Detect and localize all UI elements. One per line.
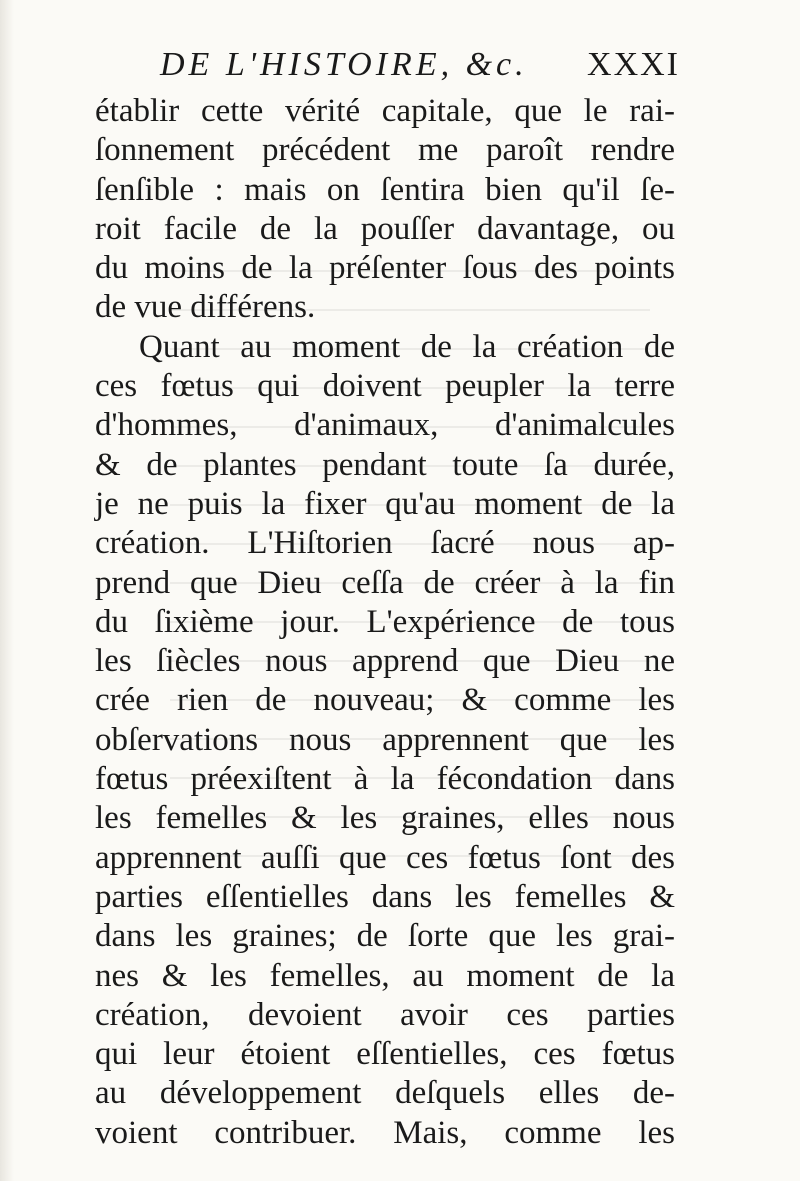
text-line: nes & les femelles, au moment de la [95,957,675,994]
text-line: ces fœtus qui doivent peupler la terre [95,368,675,405]
text-line: du ſixième jour. L'expérience de tous [95,603,675,640]
page-edge [0,0,14,1181]
text-line: création. L'Hiſtorien ſacré nous ap- [95,525,675,562]
body-text [95,92,675,1153]
page-number: XXXI [587,46,680,83]
text-line: & de plantes pendant toute ſa durée, [95,446,675,483]
text-line: de vue différens. [95,289,316,326]
text-line: les ſiècles nous apprend que Dieu ne [95,643,675,680]
text-line: établir cette vérité capitale, que le rai- [95,93,675,129]
text-line: qui leur étoient eſſentielles, ces fœtus [95,1036,675,1073]
text-line: Quant au moment de la création de [139,328,675,365]
text-line: parties eſſentielles dans les femelles & [95,878,675,915]
text-line: fœtus préexiſtent à la fécondation dans [95,761,675,798]
text-line: ſenſible : mais on ſentira bien qu'il ſe- [95,171,675,208]
text-line: au développement deſquels elles de- [95,1075,675,1112]
text-line: je ne puis la fixer qu'au moment de la [95,485,675,522]
text-line: ſonnement précédent me paroît rendre [95,132,675,169]
text-line: dans les graines; de ſorte que les grai- [95,918,675,955]
text-line: obſervations nous apprennent que les [95,721,675,758]
text-line: d'hommes, d'animaux, d'animalcules [95,407,675,444]
text-line: création, devoient avoir ces parties [95,996,675,1033]
text-line: crée rien de nouveau; & comme les [95,682,675,719]
running-head [160,40,680,90]
text-line: roit facile de la pouſſer davantage, ou [95,210,675,247]
text-line: voient contribuer. Mais, comme les [95,1114,675,1151]
text-line: prend que Dieu ceſſa de créer à la fin [95,564,675,601]
text-line: les femelles & les graines, elles nous [95,800,675,837]
text-line: apprennent auſſi que ces fœtus ſont des [95,839,675,876]
text-line: du moins de la préſenter ſous des points [95,250,675,287]
running-title: DE L'HISTOIRE, &c. [160,46,528,83]
